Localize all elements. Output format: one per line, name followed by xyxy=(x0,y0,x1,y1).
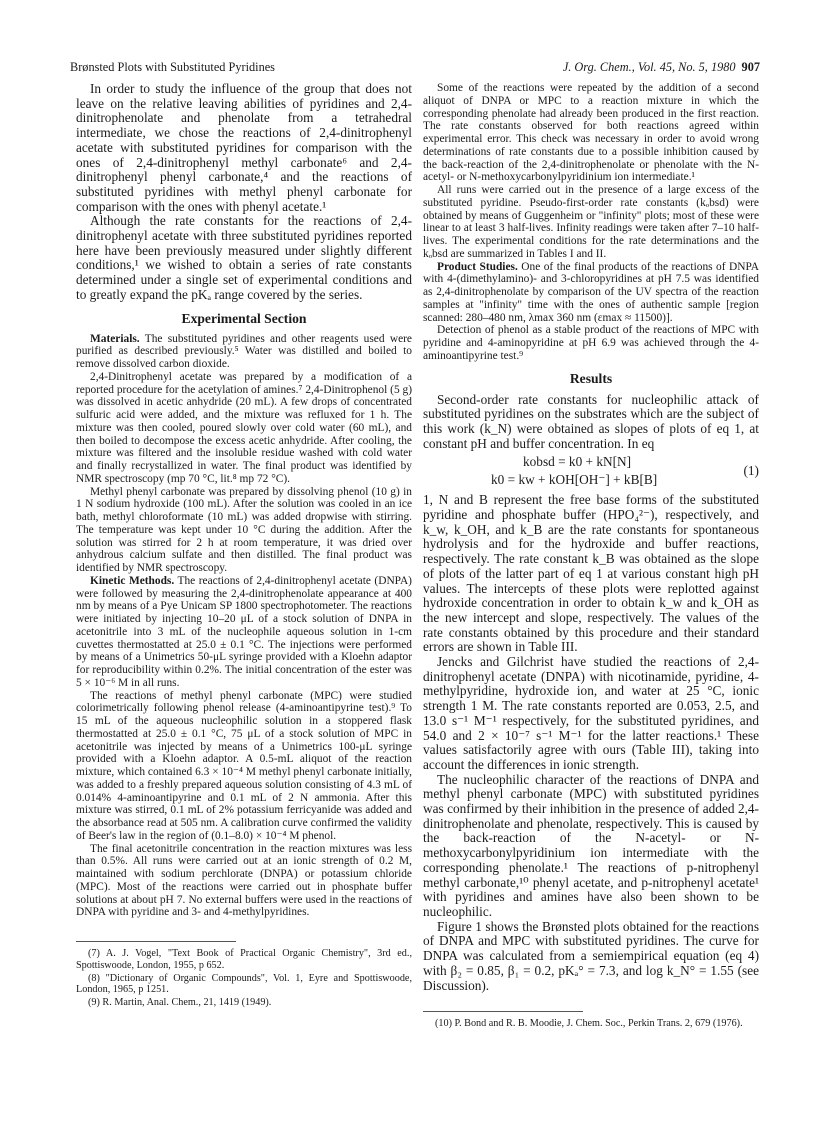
repeat-check-paragraph: Some of the reactions were repeated by the addition of a second aliquot of DNPA or MPC to a reaction mixture in which the corresponding phenolate had already been produced in the first reaction. The rate constants observed for both reactions agreed within experimental error. This check was necessary in order to avoid wrong determinations of rate constants due to a possible inhibition caused by the back-reaction of the 2,4-dinitrophenolate or phenolate with the N-acetyl- or N-methoxycarbonylpyridinium ion intermediate.¹ xyxy=(423,82,759,184)
section-heading-experimental: Experimental Section xyxy=(181,310,307,326)
equation-line-2: k0 = kw + kOH[OH⁻] + kB[B] xyxy=(491,472,658,488)
materials-text: The substituted pyridines and other reagents used were purified as described previously.⁵ Water was distilled and boiled to remove dissolved carbon dioxide. xyxy=(76,332,412,371)
running-title: Brønsted Plots with Substituted Pyridines xyxy=(70,60,275,74)
equation-line-1: kobsd = k0 + kN[N] xyxy=(523,454,632,470)
equation-number: (1) xyxy=(743,463,759,479)
results-paragraph-5: Figure 1 shows the Brønsted plots obtained for the reactions of DNPA and MPC with substituted pyridines. The curve for DNPA was calculated from a semiempirical equation (eq 4) with β₂ = 0.85, β₁ = 0.2, pKₐ° = 7.3, and log k_N° = 1.55 (see Discussion). xyxy=(423,918,759,993)
intro-paragraph-2: Although the rate constants for the reactions of 2,4-dinitrophenyl acetate with three substituted pyridines reported here have been previously measured under slightly different conditions,¹ we wished to obtain a series of rate constants determined under a single set of experimental conditions and to greatly expand the pKₐ range covered by the series. xyxy=(76,213,412,302)
footnote-rule-right xyxy=(423,1011,583,1012)
product-runin-head: Product Studies. xyxy=(437,260,518,273)
results-paragraph-4: The nucleophilic character of the reactions of DNPA and methyl phenyl carbonate (MPC) with substituted pyridines was confirmed by their inhibition in the presence of added 2,4-dinitrophenolate and phenolate, respectively. This is caused by the back-reaction of the N-acetyl- or N-methoxycarbonylpyridinium ion intermediate with the corresponding phenolate.¹ The reactions of p-nitrophenyl methyl carbonate,¹⁰ phenyl acetate, and p-nitrophenyl acetate¹ with pyridines and amines have also been shown to be nucleophilic. xyxy=(423,771,759,919)
materials-runin-head: Materials. xyxy=(90,332,140,345)
dnpa-prep-paragraph: 2,4-Dinitrophenyl acetate was prepared by a modification of a reported procedure for the acetylation of amines.⁷ 2,4-Dinitrophenol (5 g) was dissolved in acetic anhydride (20 mL). A few drops of concentrated sulfuric acid were added, and the mixture was refluxed for 1 h. The mixture was then cooled, poured slowly over cold water (60 mL), and then boiled to decompose the excess acetic anhydride. After cooling, the mixture was filtered and the insoluble residue washed with cold water and finally recrystallized in water. The final product was identified by NMR spectroscopy (mp 70 °C, lit.⁸ mp 72 °C). xyxy=(76,370,412,485)
kinetic-text: The reactions of 2,4-dinitrophenyl acetate (DNPA) were followed by measuring the 2,4-dinitrophenolate appearance at 400 nm by means of a Pye Unicam SP 1800 spectrophotometer. The reactions were initiated by injecting 10–20 μL of a stock solution of DNPA in acetonitrile into 3 mL of the nucleophile aqueous solution in 1-cm cuvettes thermostatted at 25.0 ± 0.1 °C. The injections were performed by means of a Unimetrics 50-μL syringe provided with a Kloehn adaptor for reproducibility within 0.2%. The initial concentration of the ester was 5 × 10⁻⁶ M in all runs. xyxy=(76,574,412,689)
materials-paragraph xyxy=(76,333,412,371)
mpc-kinetics-paragraph: The reactions of methyl phenyl carbonate (MPC) were studied colorimetrically following phenol release (4-aminoantipyrine test).⁹ To 15 mL of the aqueous nucleophilic solution in a stoppered flask thermostatted at 25.0 ± 0.1 °C, 75 μL of a stock solution of MPC in acetonitrile was injected by means of a Unimetrics 100-μL syringe provided with a Kloehn adaptor. A 0.5-mL aliquot of the reaction mixture, which contained 6.3 × 10⁻⁴ M methyl phenyl carbonate initially, was added to a freshly prepared aqueous solution consisting of 4.3 mL of 0.014% 4-aminoantipyrine and 0.1 mL of 2 N ammonia. After this mixture was stirred, 0.1 mL of 2% potassium ferricyanide was added and the absorbance read at 505 nm. A calibration curve confirmed the validity of Beer's law in the region of (0.1–8.0) × 10⁻⁴ M phenol. xyxy=(76,689,412,842)
product-paragraph xyxy=(423,261,759,325)
left-column xyxy=(76,82,412,1010)
intro-paragraph: In order to study the influence of the group that does not leave on the relative leaving abilities of pyridines and 2,4-dinitrophenolate and phenolate from a tetrahedral intermediate, we chose the reactions of 2,4-dinitrophenyl acetate with substituted pyridines for comparison with the ones of 2,4-dinitrophenyl methyl carbonate⁶ and 2,4-dinitrophenyl phenyl carbonate,⁴ and the reactions of substituted pyridines with methyl phenyl carbonate for comparison with the ones with phenyl acetate.¹ xyxy=(76,81,412,214)
mpc-prep-paragraph: Methyl phenyl carbonate was prepared by dissolving phenol (10 g) in 1 N sodium hydroxide (100 mL). After the solution was cooled in an ice bath, methyl chloroformate (10 mL) was added dropwise with stirring. The temperature was kept under 10 °C during the addition. After the solution was stirred for 2 h at room temperature, it was dried over anhydrous calcium sulfate and then distilled. The final product was identified by NMR spectroscopy. xyxy=(76,485,412,575)
footnote-7: (7) A. J. Vogel, "Text Book of Practical Organic Chemistry", 3rd ed., Spottiswoode, London, 1955, p 652. xyxy=(76,948,412,971)
footnote-9: (9) R. Martin, Anal. Chem., 21, 1419 (1949). xyxy=(88,997,272,1009)
kinetic-paragraph xyxy=(76,575,412,690)
footnote-rule xyxy=(76,941,236,942)
right-column xyxy=(423,82,759,1031)
phenol-detection-paragraph: Detection of phenol as a stable product of the reactions of MPC with pyridine and 4-aminopyridine at pH 6.9 was achieved through the 4-aminoantipyrine test.⁹ xyxy=(423,324,759,362)
results-paragraph-3: Jencks and Gilchrist have studied the reactions of 2,4-dinitrophenyl acetate (DNPA) with nicotinamide, pyridine, 4-methylpyridine, hydroxide ion, and water at 25 °C, ionic strength 1 M. The rate constants reported are 0.053, 2.5, and 13.0 s⁻¹ M⁻¹ respectively, for the substituted pyridines, and 54.0 and 2 × 10⁻⁷ s⁻¹ M⁻¹ for the latter reactions.¹ These values satisfactorily agree with ours (Table III), taking into account the differences in ionic strength. xyxy=(423,654,759,772)
equation-1 xyxy=(423,453,759,491)
results-paragraph-2: 1, N and B represent the free base forms of the substituted pyridine and phosphate buffer (HPO₄²⁻), respectively, and k_w, k_OH, and k_B are the rate constants for spontaneous hydrolysis and for the hydroxide and buffer reactions, respectively. The rate constant k_B was obtained as the slope of plots of the latter part of eq 1 at various constant high pH values. The intercepts of these plots were replotted against hydroxide concentration in order to obtain k_w and k_OH as the new intercept and slope, respectively. The values of the rate constants obtained by this procedure and their standard errors are shown in Table III. xyxy=(423,492,759,655)
section-heading-results: Results xyxy=(569,370,613,386)
running-header xyxy=(70,60,760,76)
footnote-10: (10) P. Bond and R. B. Moodie, J. Chem. Soc., Perkin Trans. 2, 679 (1976). xyxy=(435,1018,743,1030)
final-conditions-paragraph: The final acetonitrile concentration in the reaction mixtures was less than 0.5%. All runs were carried out at an ionic strength of 0.2 M, maintained with sodium perchlorate (DNPA) or potassium chloride (MPC). Most of the reactions were carried out in phosphate buffer solutions at about pH 7. No external buffers were used in the reactions of DNPA with pyridine and 3- and 4-methylpyridines. xyxy=(76,842,412,919)
footnote-8: (8) "Dictionary of Organic Compounds", Vol. 1, Eyre and Spottiswoode, London, 1965, p 1251. xyxy=(76,972,412,996)
page-number: 907 xyxy=(741,60,760,74)
journal-citation xyxy=(563,60,760,75)
kinetic-runin-head: Kinetic Methods. xyxy=(90,574,175,587)
runs-paragraph: All runs were carried out in the presence of a large excess of the substituted pyridine. Pseudo-first-order rate constants (kₒbsd) were obtained by means of Guggenheim or "infinity" plots; most of these were linear to at least 3 half-lives. Infinity readings were taken after 7–10 half-lives. The experimental conditions for the rate determinations and the kₒbsd are summarized in Tables I and II. xyxy=(423,184,759,260)
journal-name: J. Org. Chem., Vol. 45, No. 5, 1980 xyxy=(562,60,736,74)
product-text: One of the final products of the reactions of DNPA with 4-(dimethylamino)- and 3-chloropyridines at pH 7.5 was identified as 2,4-dinitrophenolate by comparison of the UV spectra of the reaction samples at "infinity" time with the ones of authentic sample [region scanned: 280–480 nm, λmax 360 nm (εmax ≈ 11500)]. xyxy=(423,260,759,324)
results-paragraph-1: Second-order rate constants for nucleophilic attack of substituted pyridines on the substrates which are the subject of this work (k_N) were obtained as slopes of plots of eq 1, at constant pH and buffer concentration. In eq xyxy=(423,391,759,451)
